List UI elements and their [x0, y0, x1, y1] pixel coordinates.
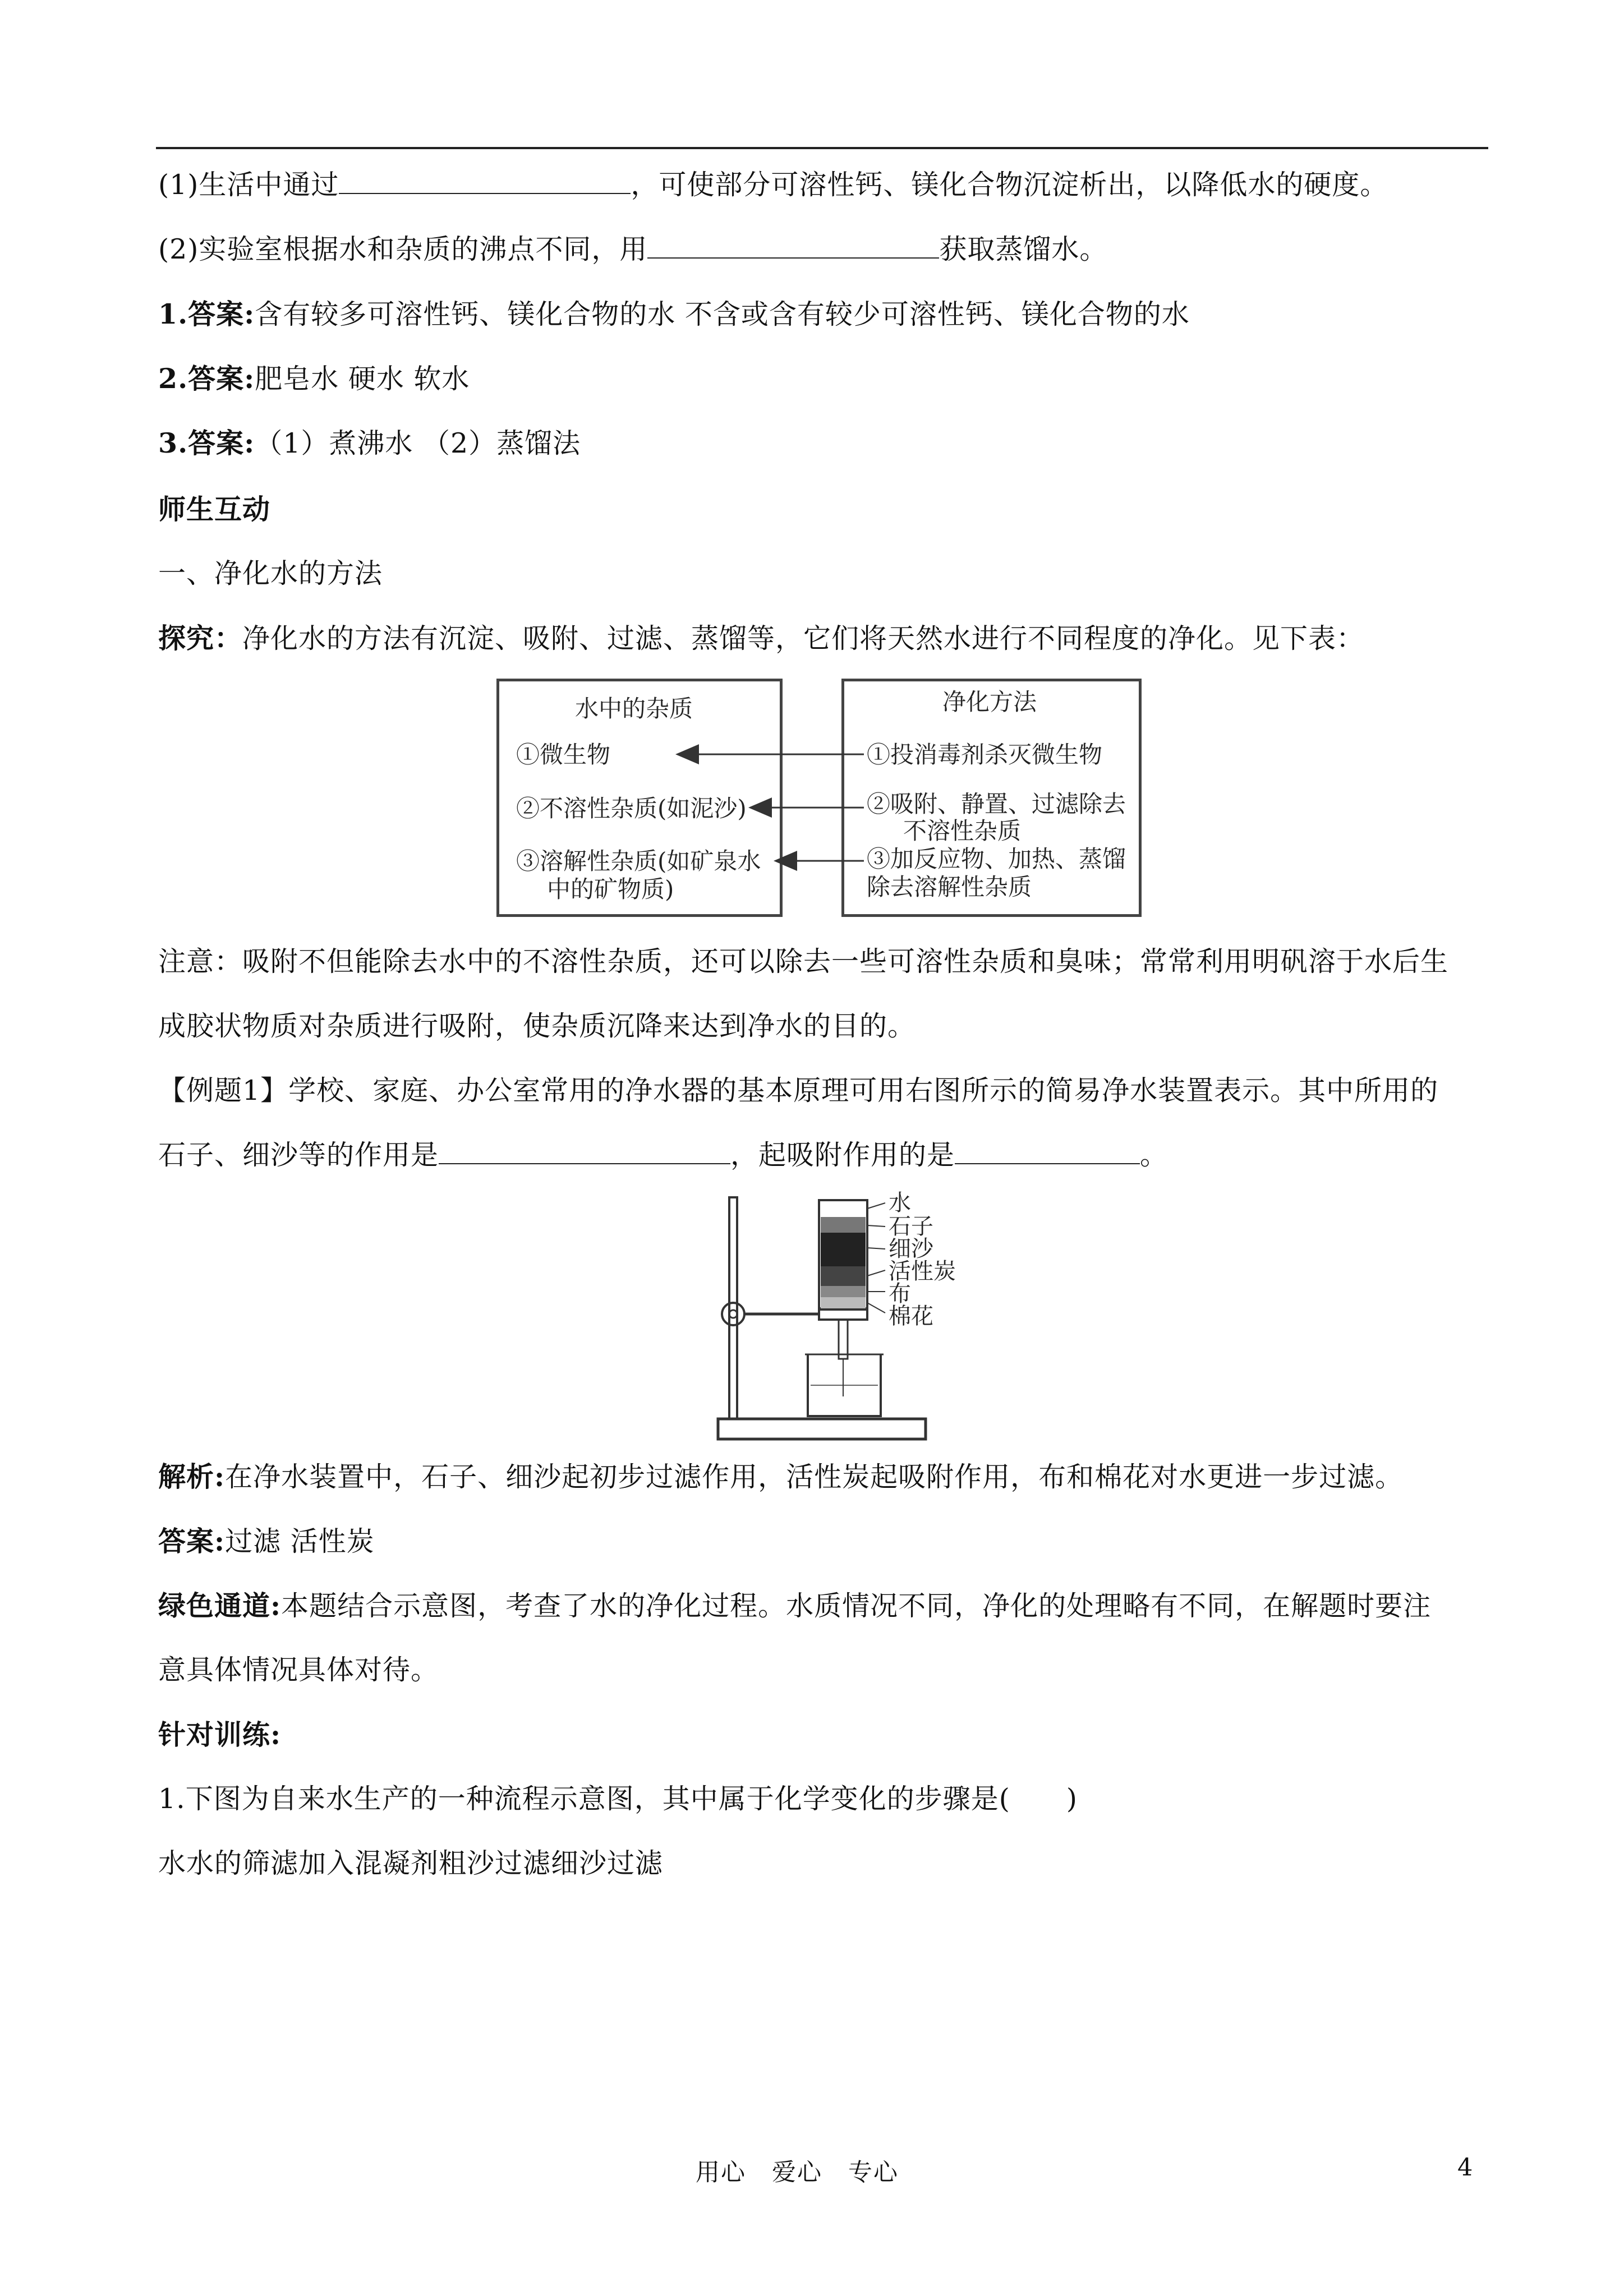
q3-part2-suffix: 获取蒸馏水。	[939, 233, 1108, 265]
fill-blank[interactable]	[439, 1138, 730, 1164]
footer-item: 专心	[848, 2159, 899, 2187]
page-number: 4	[1457, 2154, 1473, 2182]
note-line-1: 注意：吸附不但能除去水中的不溶性杂质，还可以除去一些可溶性杂质和臭味；常常利用明矾溶于水后生	[158, 946, 1449, 978]
method-item: ③加反应物、加热、蒸馏	[867, 845, 1126, 873]
example-1-line-1: 【例题1】学校、家庭、办公室常用的净水器的基本原理可用右图所示的简易净水装置表示。其中所用的	[158, 1075, 1439, 1106]
apparatus-drawing	[707, 1186, 976, 1444]
example-1-prefix: 石子、细沙等的作用是	[158, 1139, 439, 1171]
explore-text: 净化水的方法有沉淀、吸附、过滤、蒸馏等，它们将天然水进行不同程度的净化。见下表：	[242, 623, 1365, 654]
method-item: 除去溶解性杂质	[867, 873, 1032, 901]
answer-text: 含有较多可溶性钙、镁化合物的水 不含或含有较少可溶性钙、镁化合物的水	[255, 298, 1190, 330]
footer-item: 用心	[696, 2159, 746, 2187]
example-answer	[158, 1524, 375, 1559]
green-channel-text: 本题结合示意图，考查了水的净化过程。水质情况不同，净化的处理略有不同，在解题时要注	[281, 1590, 1432, 1622]
label-water: 水	[889, 1190, 911, 1216]
analysis-label: 解析:	[158, 1460, 226, 1493]
label-cloth: 布	[889, 1281, 911, 1307]
q3-part1-prefix: (1)生活中通过	[158, 169, 339, 201]
impurity-item: 中的矿物质)	[547, 875, 674, 903]
impurities-header: 水中的杂质	[575, 695, 693, 722]
analysis-text: 在净水装置中，石子、细沙起初步过滤作用，活性炭起吸附作用，布和棉花对水更进一步过滤。	[225, 1461, 1404, 1493]
q3-part1-suffix: ，可使部分可溶性钙、镁化合物沉淀析出，以降低水的硬度。	[631, 169, 1388, 201]
label-fine-sand: 细沙	[889, 1236, 933, 1262]
section-heading: 师生互动	[158, 493, 271, 525]
method-item: ②吸附、静置、过滤除去	[867, 790, 1126, 818]
answer-label: 3.答案:	[158, 427, 255, 459]
label-cotton: 棉花	[889, 1303, 933, 1329]
example-1-mid: ，起吸附作用的是	[730, 1139, 955, 1171]
label-activated-carbon: 活性炭	[889, 1258, 956, 1284]
green-channel-line-2: 意具体情况具体对待。	[158, 1654, 439, 1686]
footer-item: 爱心	[772, 2159, 822, 2187]
answer-label: 2.答案:	[158, 362, 255, 395]
methods-header: 净化方法	[942, 688, 1037, 716]
answer-label: 1.答案:	[158, 298, 255, 330]
impurity-item: ②不溶性杂质(如泥沙)	[516, 795, 747, 822]
answer-text: 过滤 活性炭	[225, 1525, 375, 1557]
green-channel-label: 绿色通道:	[158, 1589, 282, 1622]
training-title: 针对训练:	[158, 1718, 282, 1751]
q3-part2-prefix: (2)实验室根据水和杂质的沸点不同，用	[158, 233, 648, 265]
method-item: ①投消毒剂杀灭微生物	[867, 741, 1103, 768]
subsection-title: 一、净化水的方法	[158, 557, 383, 589]
impurity-item: ①微生物	[516, 741, 611, 768]
impurity-item: ③溶解性杂质(如矿泉水	[516, 847, 761, 875]
analysis-paragraph	[158, 1460, 1403, 1494]
green-channel-line-1	[158, 1589, 1431, 1623]
fill-blank[interactable]	[955, 1138, 1140, 1164]
note-line-2: 成胶状物质对杂质进行吸附，使杂质沉降来达到净水的目的。	[158, 1010, 916, 1042]
label-stones: 石子	[889, 1214, 933, 1239]
training-flow-text: 水水的筛滤加入混凝剂粗沙过滤细沙过滤	[158, 1847, 664, 1879]
page-footer	[696, 2154, 924, 2188]
explore-label: 探究：	[158, 622, 243, 654]
training-question-1: 1.下图为自来水生产的一种流程示意图，其中属于化学变化的步骤是( )	[158, 1783, 1078, 1815]
answer-label: 答案:	[158, 1525, 226, 1557]
answer-text: 肥皂水 硬水 软水	[255, 363, 470, 395]
example-1-line-2	[158, 1138, 1168, 1172]
answer-text: （1）煮沸水 （2）蒸馏法	[255, 427, 581, 459]
method-item: 不溶性杂质	[903, 817, 1022, 845]
example-1-suffix: 。	[1140, 1139, 1168, 1171]
